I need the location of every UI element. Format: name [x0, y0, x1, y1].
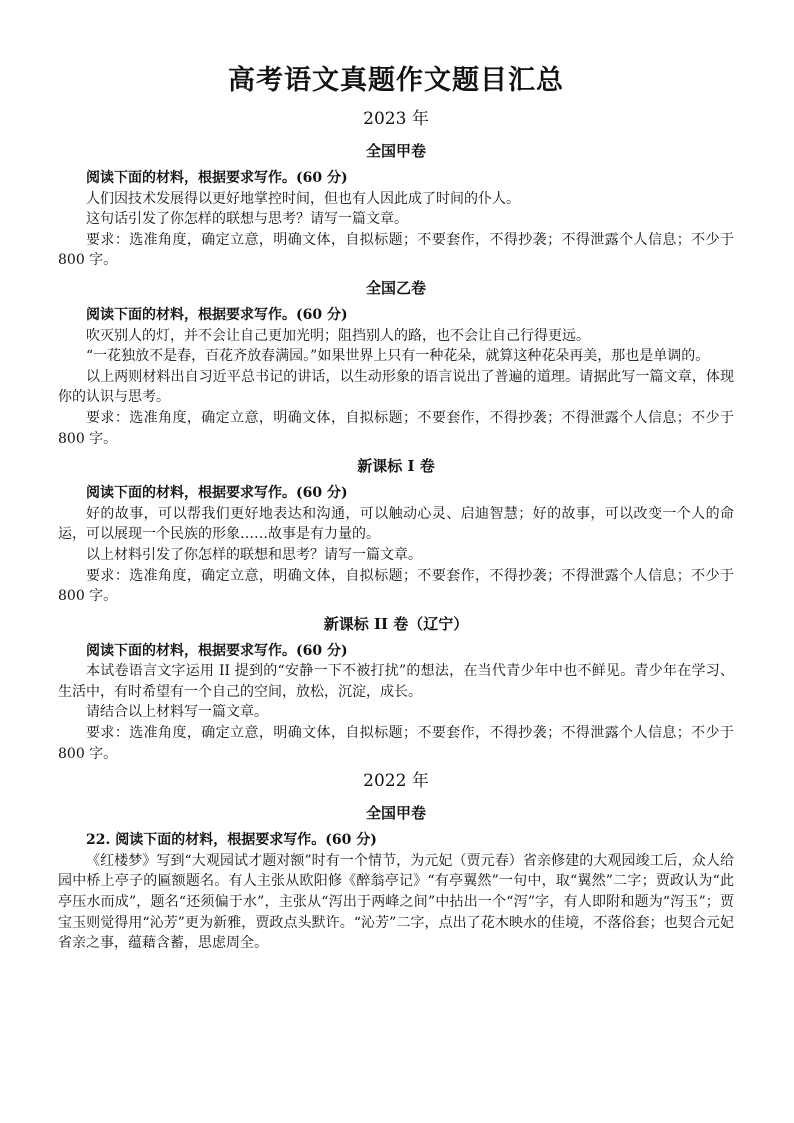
paper-heading: 全国甲卷 [365, 142, 426, 160]
year-heading: 2022 年 [363, 771, 429, 792]
prompt-body [58, 641, 734, 765]
prompt-paragraph: 请结合以上材料写一篇文章。 [86, 704, 268, 721]
paper-heading: 新课标 I 卷 [357, 457, 435, 476]
prompt-paragraph: 好的故事，可以帮我们更好地表达和沟通，可以触动心灵、启迪智慧；好的故事，可以改变一个人的命运，可以展现一个民族的形象……故事是有力量的。 [58, 505, 734, 543]
document-content [58, 106, 734, 954]
prompt-paragraph: 本试卷语言文字运用 II 提到的“安静一下不被打扰”的想法，在当代青少年中也不鲜见。青少年在学习、生活中，有时希望有一个自己的空间，放松，沉淀，成长。 [58, 663, 734, 700]
prompt-paragraph: 要求：选准角度，确定立意，明确文体，自拟标题；不要套作，不得抄袭；不得泄露个人信息；不少于 800 字。 [58, 725, 734, 762]
instruction-line: 22. 阅读下面的材料，根据要求写作。(60 分) [86, 832, 377, 849]
paper-section [58, 802, 734, 954]
paper-section [58, 455, 734, 607]
paper-heading: 新课标 II 卷（辽宁） [323, 614, 469, 633]
prompt-paragraph: 吹灭别人的灯，并不会让自己更加光明；阻挡别人的路，也不会让自己行得更远。 [86, 327, 590, 344]
document-page [58, 62, 734, 956]
prompt-paragraph: 以上材料引发了你怎样的联想和思考？请写一篇文章。 [86, 546, 422, 563]
prompt-body [58, 168, 734, 271]
instruction-line: 阅读下面的材料，根据要求写作。(60 分) [86, 642, 348, 659]
paper-section [58, 613, 734, 765]
prompt-paragraph: “一花独放不是春，百花齐放春满园。”如果世界上只有一种花朵，就算这种花朵再美，那也是单调的。 [86, 348, 710, 365]
prompt-paragraph: 《红楼梦》写到“大观园试才题对额”时有一个情节，为元妃（贾元春）省亲修建的大观园竣工后，众人给园中桥上亭子的匾额题名。有人主张从欧阳修《醉翁亭记》“有亭翼然”一句中，取“翼然”二字；贾政认为“此亭压水而成”，题名“还须偏于水”，主张从“泻出于两峰之间”中拈出一个“泻”字，有人即附和题为“泻玉”；贾宝玉则觉得用“沁芳”更为新雅，贾政点头默许。“沁芳”二字，点出了花木映水的佳境，不落俗套；也契合元妃省亲之事，蕴藉含蓄，思虑周全。 [58, 852, 734, 952]
prompt-paragraph: 要求：选准角度，确定立意，明确文体，自拟标题；不要套作，不得抄袭；不得泄露个人信息；不少于 800 字。 [58, 231, 734, 269]
paper-section [58, 277, 734, 449]
prompt-body [58, 483, 734, 607]
instruction-line: 阅读下面的材料，根据要求写作。(60 分) [86, 306, 348, 323]
year-heading: 2023 年 [363, 109, 429, 129]
instruction-line: 阅读下面的材料，根据要求写作。(60 分) [86, 170, 348, 186]
paper-heading: 全国甲卷 [365, 804, 426, 823]
document-title: 高考语文真题作文题目汇总 [228, 65, 564, 96]
prompt-paragraph: 这句话引发了你怎样的联想与思考？请写一篇文章。 [86, 211, 408, 228]
prompt-paragraph: 要求：选准角度，确定立意，明确文体，自拟标题；不要套作，不得抄袭；不得泄露个人信息；不少于 800 字。 [58, 409, 734, 447]
paper-section [58, 140, 734, 271]
prompt-body [58, 830, 734, 954]
prompt-paragraph: 人们因技术发展得以更好地掌控时间，但也有人因此成了时间的仆人。 [86, 190, 520, 207]
prompt-paragraph: 以上两则材料出自习近平总书记的讲话，以生动形象的语言说出了普遍的道理。请据此写一篇文章，体现你的认识与思考。 [58, 368, 734, 406]
prompt-body [58, 305, 734, 449]
instruction-line: 阅读下面的材料，根据要求写作。(60 分) [86, 485, 348, 502]
prompt-paragraph: 要求：选准角度，确定立意，明确文体，自拟标题；不要套作，不得抄袭；不得泄露个人信息；不少于 800 字。 [58, 567, 734, 605]
paper-heading: 全国乙卷 [365, 278, 426, 297]
